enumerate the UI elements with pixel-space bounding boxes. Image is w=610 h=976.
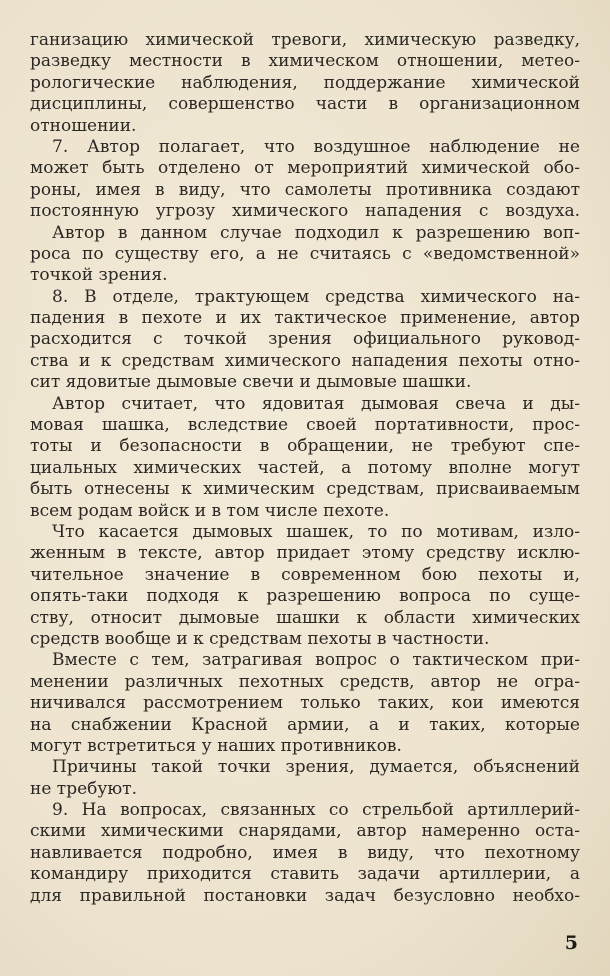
text-line: быть отнесены к химическим средствам, присваиваемым <box>30 479 580 500</box>
text-line: расходится с точкой зрения официального руковод- <box>30 329 580 350</box>
paragraph-start-line: 9. На вопросах, связанных со стрельбой артиллерий- <box>52 800 580 821</box>
text-line: дисциплины, совершенство части в организационном <box>30 94 580 115</box>
text-line: опять-таки подходя к разрешению вопроса по суще- <box>30 586 580 607</box>
text-line: роса по существу его, а не считаясь с «ведомственной» <box>30 243 580 264</box>
page-number: 5 <box>564 932 578 954</box>
text-line: всем родам войск и в том числе пехоте. <box>30 500 390 521</box>
text-line: разведку местности в химическом отношении, метео- <box>30 51 580 72</box>
text-line: постоянную угрозу химического нападения с воздуха. <box>30 201 580 222</box>
text-line: чительное значение в современном бою пехоты и, <box>30 564 580 585</box>
text-line: ганизацию химической тревоги, химическую разведку, <box>30 30 580 50</box>
text-line: для правильной постановки задач безусловно необхо- <box>30 885 580 906</box>
text-line: могут встретиться у наших противников. <box>30 735 402 756</box>
text-line: рологические наблюдения, поддержание химической <box>30 72 580 93</box>
text-line: средств вообще и к средствам пехоты в частности. <box>30 628 490 649</box>
text-line: ничивался рассмотрением только таких, кои имеются <box>30 693 580 714</box>
text-line: роны, имея в виду, что самолеты противника создают <box>30 179 580 200</box>
paragraph-start-line: Причины такой точки зрения, думается, объяснений <box>52 757 580 778</box>
text-line: отношении. <box>30 115 137 136</box>
paragraph-start-line: Автор считает, что ядовитая дымовая свеча и ды- <box>52 393 580 414</box>
text-line: женным в тексте, автор придает этому средству исклю- <box>30 543 580 564</box>
text-line: на снабжении Красной армии, а и таких, которые <box>30 714 580 735</box>
paragraph-start-line: 7. Автор полагает, что воздушное наблюдение не <box>52 136 580 157</box>
paragraph-start-line: Вместе с тем, затрагивая вопрос о тактическом при- <box>52 650 580 671</box>
text-line: скими химическими снарядами, автор намеренно оста- <box>30 821 580 842</box>
text-line: менении различных пехотных средств, автор не огра- <box>30 671 580 692</box>
text-line: ства и к средствам химического нападения пехоты отно- <box>30 350 580 371</box>
paragraph-start-line: Автор в данном случае подходил к разрешению воп- <box>52 222 580 243</box>
text-line: командиру приходится ставить задачи артиллерии, а <box>30 864 580 885</box>
text-line: циальных химических частей, а потому вполне могут <box>30 457 580 478</box>
text-line: тоты и безопасности в обращении, не требуют спе- <box>30 436 580 457</box>
paragraph-start-line: Что касается дымовых шашек, то по мотивам, изло- <box>52 521 580 542</box>
body-text <box>30 30 580 907</box>
text-line: ству, относит дымовые шашки к области химических <box>30 607 580 628</box>
text-line: может быть отделено от мероприятий химической обо- <box>30 158 580 179</box>
text-line: мовая шашка, вследствие своей портативности, прос- <box>30 415 580 436</box>
text-line: не требуют. <box>30 778 137 799</box>
text-line: сит ядовитые дымовые свечи и дымовые шашки. <box>30 372 472 393</box>
text-line: точкой зрения. <box>30 265 168 286</box>
text-line: падения в пехоте и их тактическое применение, автор <box>30 308 580 329</box>
text-line: навливается подробно, имея в виду, что пехотному <box>30 842 580 863</box>
paragraph-start-line: 8. В отделе, трактующем средства химического на- <box>52 286 580 307</box>
